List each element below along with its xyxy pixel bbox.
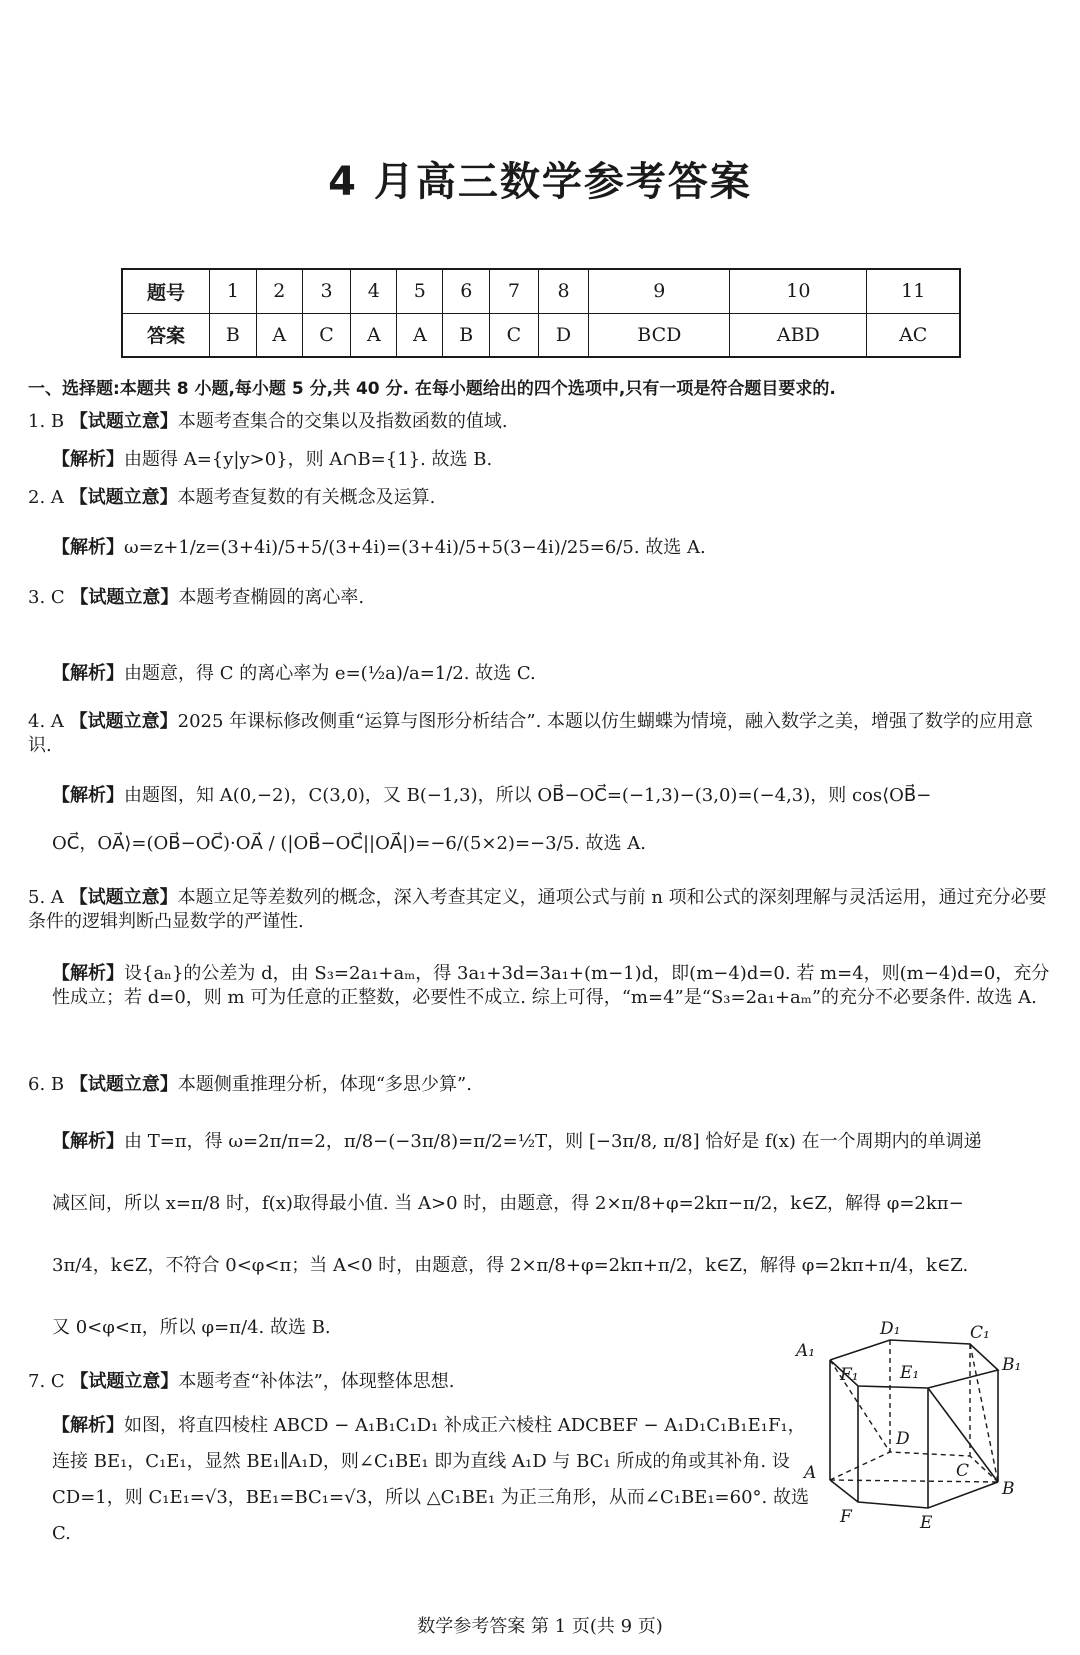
- intent-text: 本题侧重推理分析，体现“多思少算”.: [177, 1074, 472, 1095]
- label-d: D: [896, 1429, 910, 1449]
- answer-cell: C: [490, 313, 539, 357]
- analysis-tag: 【解析】: [52, 663, 124, 684]
- question-1-analysis: [52, 448, 492, 472]
- analysis-tag: 【解析】: [52, 963, 124, 984]
- intent-text: 本题立足等差数列的概念，深入考查其定义，通项公式与前 n 项和公式的深刻理解与灵活运用，通过充分必要条件的逻辑判断凸显数学的严谨性.: [28, 887, 1047, 932]
- question-6-analysis: [52, 1130, 982, 1154]
- analysis-tag: 【解析】: [52, 1131, 124, 1152]
- page-title: 4 月高三数学参考答案: [328, 159, 752, 205]
- intent-tag: 【试题立意】: [70, 1371, 179, 1392]
- page-footer: 数学参考答案 第 1 页(共 9 页): [417, 1616, 663, 1637]
- question-7-analysis: [52, 1408, 812, 1552]
- label-f: F: [840, 1507, 852, 1527]
- analysis-tag: 【解析】: [52, 537, 124, 558]
- analysis-text: 设{aₙ}的公差为 d，由 S₃=2a₁+aₘ，得 3a₁+3d=3a₁+(m−1)d，即(m−4)d=0. 若 m=4，则(m−4)d=0，充分性成立；若 d=0，则 m 可为任意的正整数，必要性不成立. 综上可得，“m=4”是“S₃=2a₁+aₘ”的充分不必要条件. 故选 A.: [52, 963, 1050, 1008]
- intent-tag: 【试题立意】: [69, 711, 178, 732]
- answer-cell: B: [443, 313, 490, 357]
- intent-text: 2025 年课标修改侧重“运算与图形分析结合”. 本题以仿生蝴蝶为情境，融入数学之美，增强了数学的应用意识.: [28, 711, 1034, 756]
- label-b: B: [1002, 1479, 1015, 1499]
- analysis-text: ω=z+1/z=(3+4i)/5+5/(3+4i)=(3+4i)/5+5(3−4i)/25=6/5. 故选 A.: [124, 537, 706, 558]
- question-6-analysis-cont: [52, 1192, 964, 1216]
- question-1-intent: [28, 410, 508, 434]
- question-number: 4: [351, 269, 397, 313]
- question-5-analysis: [52, 962, 1052, 1010]
- question-4-analysis-cont: [52, 832, 646, 856]
- analysis-text: 由题意，得 C 的离心率为 e=(½a)/a=1/2. 故选 C.: [124, 663, 536, 684]
- question-4-intent: [28, 710, 1048, 758]
- intent-tag: 【试题立意】: [69, 1074, 178, 1095]
- analysis-text: 3π/4，k∈Z，不符合 0<φ<π；当 A<0 时，由题意，得 2×π/8+φ=2kπ+π/2，k∈Z，解得 φ=2kπ+π/4，k∈Z.: [52, 1255, 969, 1276]
- question-number: 6. B: [28, 1074, 65, 1095]
- intent-tag: 【试题立意】: [69, 411, 178, 432]
- label-d1: D₁: [880, 1319, 901, 1339]
- question-number: 6: [443, 269, 490, 313]
- label-e: E: [920, 1513, 933, 1533]
- question-2-analysis: [52, 536, 706, 560]
- question-6-intent: [28, 1073, 472, 1097]
- answer-cell: C: [302, 313, 351, 357]
- table-header: 答案: [122, 313, 210, 357]
- question-number: 7: [490, 269, 539, 313]
- intent-text: 本题考查集合的交集以及指数函数的值域.: [177, 411, 508, 432]
- answer-cell: A: [351, 313, 397, 357]
- question-number: 3: [302, 269, 351, 313]
- answer-cell: AC: [867, 313, 960, 357]
- answer-cell: A: [397, 313, 443, 357]
- question-number: 10: [730, 269, 867, 313]
- question-6-analysis-cont: [52, 1254, 968, 1278]
- answer-cell: B: [210, 313, 257, 357]
- question-number: 8: [538, 269, 589, 313]
- question-7-intent: [28, 1370, 455, 1394]
- question-number: 3. C: [28, 587, 65, 608]
- question-number: 7. C: [28, 1371, 65, 1392]
- analysis-text: 由题图，知 A(0,−2)，C(3,0)，又 B(−1,3)，所以 OB⃗−OC⃗=(−1,3)−(3,0)=(−4,3)，则 cos⟨OB⃗−: [124, 785, 932, 806]
- question-number: 2: [256, 269, 302, 313]
- label-e1: E₁: [900, 1363, 920, 1383]
- question-number: 5: [397, 269, 443, 313]
- question-number: 5. A: [28, 887, 64, 908]
- label-f1: F₁: [840, 1365, 859, 1385]
- hexagonal-prism-figure: [796, 1319, 1060, 1560]
- analysis-tag: 【解析】: [52, 449, 124, 470]
- analysis-text: OC⃗，OA⃗⟩=(OB⃗−OC⃗)·OA⃗ / (|OB⃗−OC⃗||OA⃗|)=−6/(5×2)=−3/5. 故选 A.: [52, 833, 646, 854]
- table-row: [122, 269, 960, 313]
- answer-cell: ABD: [730, 313, 867, 357]
- analysis-tag: 【解析】: [52, 1415, 124, 1436]
- question-number: 11: [867, 269, 960, 313]
- question-4-analysis: [52, 784, 931, 808]
- analysis-tag: 【解析】: [52, 785, 124, 806]
- question-2-intent: [28, 486, 435, 510]
- analysis-text: 由 T=π，得 ω=2π/π=2，π/8−(−3π/8)=π/2=½T，则 [−3π/8, π/8] 恰好是 f(x) 在一个周期内的单调递: [124, 1131, 982, 1152]
- answer-cell: A: [256, 313, 302, 357]
- answer-cell: D: [538, 313, 589, 357]
- table-header: 题号: [122, 269, 210, 313]
- question-number: 1: [210, 269, 257, 313]
- label-b1: B₁: [1002, 1355, 1022, 1375]
- question-3-analysis: [52, 662, 536, 686]
- question-3-intent: [28, 586, 364, 610]
- question-number: 1. B: [28, 411, 65, 432]
- question-number: 9: [589, 269, 730, 313]
- intent-tag: 【试题立意】: [70, 587, 179, 608]
- question-number: 4. A: [28, 711, 64, 732]
- analysis-text: 减区间，所以 x=π/8 时，f(x)取得最小值. 当 A>0 时，由题意，得 2×π/8+φ=2kπ−π/2，k∈Z，解得 φ=2kπ−: [52, 1193, 964, 1214]
- analysis-text: 由题得 A={y|y>0}，则 A∩B={1}. 故选 B.: [124, 449, 493, 470]
- intent-text: 本题考查“补体法”，体现整体思想.: [178, 1371, 455, 1392]
- label-a: A: [804, 1463, 817, 1483]
- label-c: C: [956, 1461, 970, 1481]
- intent-tag: 【试题立意】: [69, 487, 178, 508]
- intent-text: 本题考查椭圆的离心率.: [178, 587, 365, 608]
- question-5-intent: [28, 886, 1048, 934]
- label-c1: C₁: [970, 1323, 990, 1343]
- analysis-text: 又 0<φ<π，所以 φ=π/4. 故选 B.: [52, 1317, 331, 1338]
- intent-text: 本题考查复数的有关概念及运算.: [177, 487, 436, 508]
- answer-table: [121, 268, 961, 358]
- intent-tag: 【试题立意】: [69, 887, 178, 908]
- table-row: [122, 313, 960, 357]
- section-heading: 一、选择题:本题共 8 小题,每小题 5 分,共 40 分. 在每小题给出的四个选项中,只有一项是符合题目要求的.: [28, 379, 836, 399]
- question-6-analysis-cont: [52, 1316, 331, 1340]
- analysis-text: 如图，将直四棱柱 ABCD − A₁B₁C₁D₁ 补成正六棱柱 ADCBEF − A₁D₁C₁B₁E₁F₁，连接 BE₁，C₁E₁，显然 BE₁∥A₁D，则∠C₁BE₁ 即为直线 A₁D 与 BC₁ 所成的角或其补角. 设 CD=1，则 C₁E₁=√3，BE₁=BC₁=√3，所以 △C₁BE₁ 为正三角形，从而∠C₁BE₁=60°. 故选 C.: [52, 1415, 809, 1544]
- label-a1: A₁: [796, 1341, 816, 1361]
- question-number: 2. A: [28, 487, 64, 508]
- answer-cell: BCD: [589, 313, 730, 357]
